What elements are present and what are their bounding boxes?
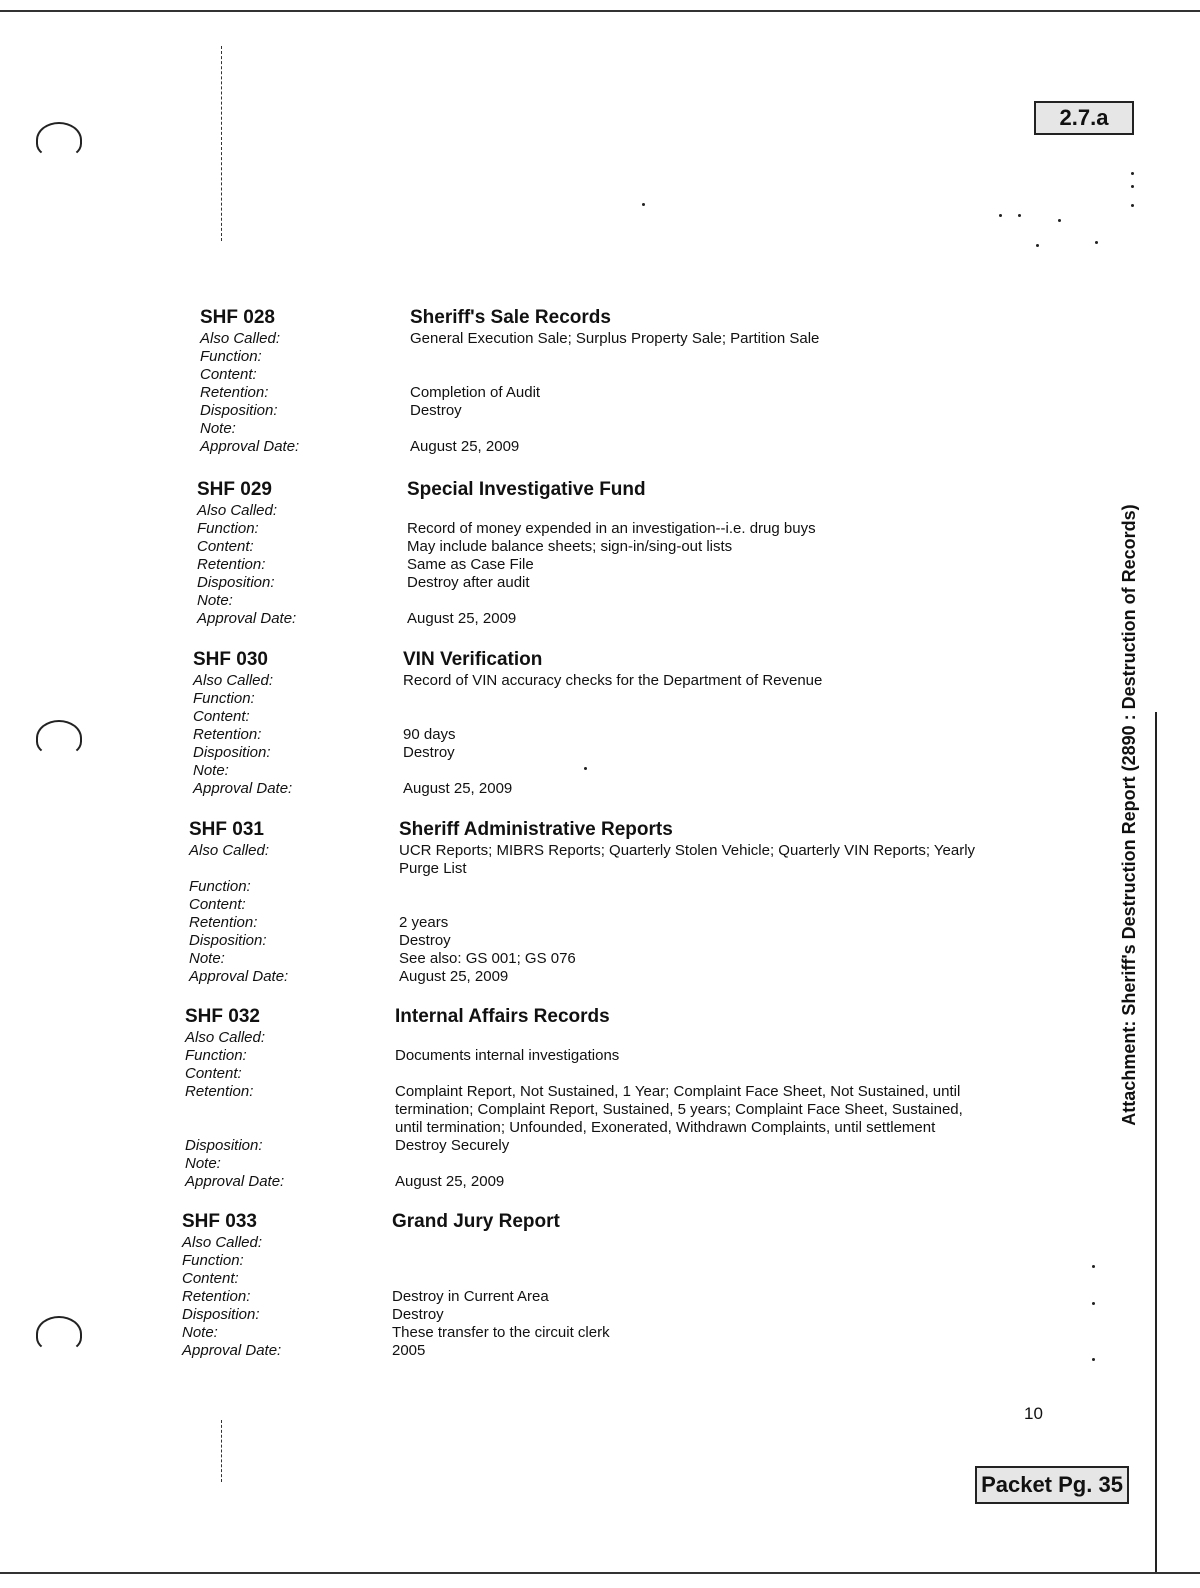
field-value xyxy=(392,1252,1002,1270)
field-value: 2 years xyxy=(399,914,449,931)
field-label: Content: xyxy=(197,538,254,555)
scan-speck xyxy=(1092,1302,1095,1305)
field-value: Destroy in Current Area xyxy=(392,1288,549,1305)
field-label: Content: xyxy=(189,896,246,913)
field-label: Also Called: xyxy=(182,1234,263,1251)
field-value xyxy=(410,420,1020,438)
field-label: Function: xyxy=(185,1047,247,1064)
field-label: Note: xyxy=(197,592,233,609)
field-label: Also Called: xyxy=(197,502,278,519)
field-label: Function: xyxy=(193,690,255,707)
field-label: Approval Date: xyxy=(193,780,293,797)
packet-page-badge: Packet Pg. 35 xyxy=(975,1466,1129,1504)
scan-speck xyxy=(642,203,645,206)
record-block xyxy=(189,818,1009,986)
field-label: Approval Date: xyxy=(197,610,297,627)
record-title: Internal Affairs Records xyxy=(395,1006,610,1027)
field-label: Approval Date: xyxy=(189,968,289,985)
field-value xyxy=(403,762,1013,780)
field-label: Also Called: xyxy=(193,672,274,689)
record-block xyxy=(193,648,1013,798)
record-block xyxy=(185,1005,1005,1191)
field-value: Destroy xyxy=(410,402,462,419)
field-label: Note: xyxy=(189,950,225,967)
field-label: Content: xyxy=(200,366,257,383)
top-border-line xyxy=(0,10,1200,12)
field-label: Content: xyxy=(182,1270,239,1287)
field-label: Function: xyxy=(197,520,259,537)
field-label: Approval Date: xyxy=(182,1342,282,1359)
field-label: Function: xyxy=(182,1252,244,1269)
field-value: 2005 xyxy=(392,1342,426,1359)
field-label: Retention: xyxy=(193,726,262,743)
field-value: August 25, 2009 xyxy=(410,438,520,455)
record-title: Sheriff Administrative Reports xyxy=(399,819,673,840)
field-value: UCR Reports; MIBRS Reports; Quarterly Stolen Vehicle; Quarterly VIN Reports; Yearly Purge List xyxy=(399,842,976,877)
scan-speck xyxy=(1131,172,1134,175)
punch-hole-icon xyxy=(36,1316,82,1352)
field-value: May include balance sheets; sign-in/sing-out lists xyxy=(407,538,733,555)
field-value: Complaint Report, Not Sustained, 1 Year; Complaint Face Sheet, Not Sustained, until termination; Complaint Report, Sustained, 5 years; Complaint Face Sheet, Sustained, until termination; Unfounded, Exonerated, Withdrawn Complaints, until settlement xyxy=(395,1083,963,1136)
scan-speck xyxy=(1131,185,1134,188)
field-value xyxy=(410,348,1020,366)
field-label: Note: xyxy=(193,762,229,779)
binding-dash-line xyxy=(221,1420,222,1482)
field-label: Note: xyxy=(200,420,236,437)
scan-speck xyxy=(1058,219,1061,222)
field-value: Destroy xyxy=(399,932,451,949)
field-value xyxy=(403,708,1013,726)
field-value xyxy=(403,690,1013,708)
record-title: VIN Verification xyxy=(403,649,543,670)
record-code: SHF 030 xyxy=(193,649,268,670)
scan-speck xyxy=(1092,1265,1095,1268)
field-label: Retention: xyxy=(185,1083,254,1100)
scan-speck xyxy=(1018,214,1021,217)
field-label: Disposition: xyxy=(185,1137,263,1154)
field-value xyxy=(395,1065,1005,1083)
field-label: Disposition: xyxy=(189,932,267,949)
field-value xyxy=(407,592,1017,610)
record-block xyxy=(182,1210,1002,1360)
punch-hole-icon xyxy=(36,122,82,158)
field-value: August 25, 2009 xyxy=(399,968,509,985)
field-label: Also Called: xyxy=(189,842,270,859)
record-block xyxy=(200,306,1020,456)
field-label: Note: xyxy=(182,1324,218,1341)
binding-dash-line xyxy=(221,46,222,241)
bottom-border-line xyxy=(0,1572,1200,1574)
field-label: Disposition: xyxy=(193,744,271,761)
record-code: SHF 028 xyxy=(200,307,275,328)
field-value: Record of VIN accuracy checks for the Department of Revenue xyxy=(403,672,823,689)
field-value: Same as Case File xyxy=(407,556,534,573)
field-value xyxy=(410,366,1020,384)
right-margin-line xyxy=(1155,712,1157,1572)
page-number: 10 xyxy=(1024,1404,1043,1423)
field-value: Destroy Securely xyxy=(395,1137,510,1154)
field-value: Documents internal investigations xyxy=(395,1047,620,1064)
scan-speck xyxy=(1131,204,1134,207)
punch-hole-icon xyxy=(36,720,82,756)
field-label: Approval Date: xyxy=(200,438,300,455)
field-value xyxy=(395,1029,1005,1047)
scan-speck xyxy=(1036,244,1039,247)
record-code: SHF 029 xyxy=(197,479,272,500)
field-label: Function: xyxy=(200,348,262,365)
field-label: Retention: xyxy=(182,1288,251,1305)
field-value: Record of money expended in an investigation--i.e. drug buys xyxy=(407,520,816,537)
field-value xyxy=(392,1270,1002,1288)
field-label: Disposition: xyxy=(182,1306,260,1323)
field-value xyxy=(399,896,1009,914)
field-value xyxy=(399,878,1009,896)
field-value: These transfer to the circuit clerk xyxy=(392,1324,610,1341)
field-label: Function: xyxy=(189,878,251,895)
field-value: Destroy after audit xyxy=(407,574,530,591)
field-label: Retention: xyxy=(197,556,266,573)
field-value xyxy=(392,1234,1002,1252)
field-value: General Execution Sale; Surplus Property Sale; Partition Sale xyxy=(410,330,820,347)
field-value: See also: GS 001; GS 076 xyxy=(399,950,576,967)
record-code: SHF 032 xyxy=(185,1006,260,1027)
field-value: Destroy xyxy=(403,744,455,761)
record-block xyxy=(197,478,1017,628)
record-code: SHF 033 xyxy=(182,1211,257,1232)
field-value: Completion of Audit xyxy=(410,384,541,401)
field-label: Retention: xyxy=(189,914,258,931)
field-value: August 25, 2009 xyxy=(403,780,513,797)
scan-speck xyxy=(1095,241,1098,244)
field-label: Note: xyxy=(185,1155,221,1172)
agenda-item-badge: 2.7.a xyxy=(1034,101,1134,135)
field-value: Destroy xyxy=(392,1306,444,1323)
scan-speck xyxy=(999,214,1002,217)
record-title: Grand Jury Report xyxy=(392,1211,560,1232)
record-title: Sheriff's Sale Records xyxy=(410,307,611,328)
record-code: SHF 031 xyxy=(189,819,264,840)
field-label: Disposition: xyxy=(200,402,278,419)
field-value: August 25, 2009 xyxy=(395,1173,505,1190)
scan-speck xyxy=(1092,1358,1095,1361)
field-label: Disposition: xyxy=(197,574,275,591)
field-value xyxy=(407,502,1017,520)
field-label: Approval Date: xyxy=(185,1173,285,1190)
record-title: Special Investigative Fund xyxy=(407,479,646,500)
attachment-sidebar-label: Attachment: Sheriff's Destruction Report (2890 : Destruction of Records) xyxy=(1119,504,1139,1126)
field-value xyxy=(395,1155,1005,1173)
field-label: Also Called: xyxy=(185,1029,266,1046)
field-label: Retention: xyxy=(200,384,269,401)
field-label: Also Called: xyxy=(200,330,281,347)
field-value: August 25, 2009 xyxy=(407,610,517,627)
field-label: Content: xyxy=(193,708,250,725)
field-value: 90 days xyxy=(403,726,456,743)
field-label: Content: xyxy=(185,1065,242,1082)
